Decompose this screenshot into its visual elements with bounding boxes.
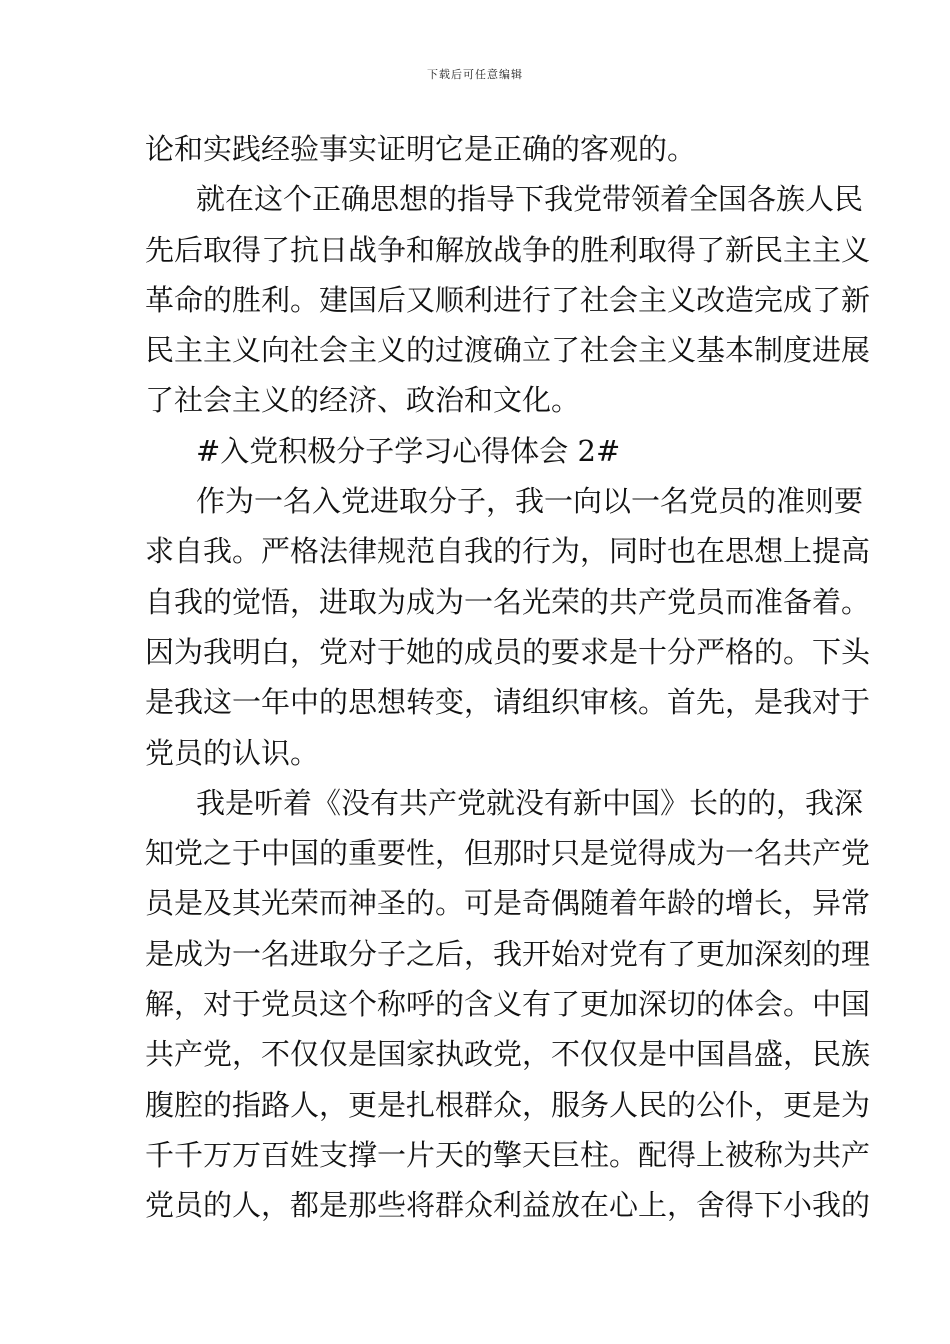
text-line-6: 了社会主义的经济、政治和文化。 [145, 383, 581, 418]
text-line-10: 自我的觉悟，进取为成为一名光荣的共产党员而准备着。 [145, 584, 871, 619]
text-line-20: 腹腔的指路人，更是扎根群众，服务人民的公仆，更是为 [145, 1087, 871, 1122]
text-line-15: 知党之于中国的重要性，但那时只是觉得成为一名共产党 [145, 836, 871, 871]
text-line-16: 员是及其光荣而神圣的。可是奇偶随着年龄的增长，异常 [145, 886, 871, 921]
text-line-12: 是我这一年中的思想转变，请组织审核。首先，是我对于 [145, 685, 871, 720]
section-heading: #入党积极分子学习心得体会 2# [196, 433, 621, 468]
text-line-8: 作为一名入党进取分子，我一向以一名党员的准则要 [196, 484, 864, 519]
text-line-1: 论和实践经验事实证明它是正确的客观的。 [145, 132, 697, 166]
text-line-2: 就在这个正确思想的指导下我党带领着全国各族人民 [196, 182, 864, 217]
text-line-22: 党员的人，都是那些将群众利益放在心上，舍得下小我的 [145, 1188, 871, 1223]
text-line-3: 先后取得了抗日战争和解放战争的胜利取得了新民主主义 [145, 232, 871, 267]
text-line-4: 革命的胜利。建国后又顺利进行了社会主义改造完成了新 [145, 282, 871, 317]
text-line-19: 共产党，不仅仅是国家执政党，不仅仅是中国昌盛，民族 [145, 1037, 871, 1072]
document-body [145, 124, 871, 1231]
page-header: 下载后可任意编辑 [427, 68, 523, 81]
text-line-21: 千千万万百姓支撑一片天的擎天巨柱。配得上被称为共产 [145, 1137, 871, 1172]
text-line-13: 党员的认识。 [145, 735, 320, 770]
text-line-11: 因为我明白，党对于她的成员的要求是十分严格的。下头 [145, 634, 871, 669]
text-line-17: 是成为一名进取分子之后，我开始对党有了更加深刻的理 [145, 936, 871, 971]
text-line-14: 我是听着《没有共产党就没有新中国》长的的，我深 [196, 785, 864, 820]
text-line-9: 求自我。严格法律规范自我的行为，同时也在思想上提高 [145, 534, 871, 569]
text-line-18: 解，对于党员这个称呼的含义有了更加深切的体会。中国 [145, 987, 871, 1022]
text-line-5: 民主主义向社会主义的过渡确立了社会主义基本制度进展 [145, 333, 871, 368]
